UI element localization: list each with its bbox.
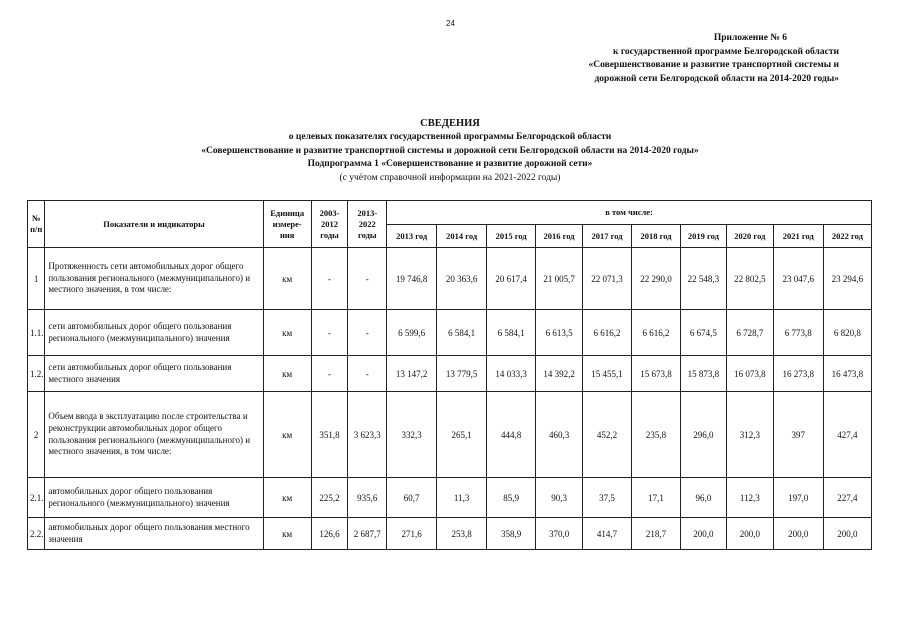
- year-value-cell: 16 273,8: [773, 356, 823, 392]
- year-value-cell: 332,3: [387, 392, 437, 478]
- col-header-including: в том числе:: [387, 201, 872, 225]
- year-value-cell: 265,1: [437, 392, 487, 478]
- year-value-cell: 414,7: [583, 518, 632, 550]
- table-row: [28, 478, 872, 518]
- year-value-cell: 17,1: [632, 478, 681, 518]
- table-row: [28, 356, 872, 392]
- year-value-cell: 253,8: [437, 518, 487, 550]
- year-value-cell: 227,4: [823, 478, 871, 518]
- table-row: [28, 518, 872, 550]
- row-number-cell: 1.2.: [28, 356, 45, 392]
- period2-value-cell: 935,6: [348, 478, 387, 518]
- unit-cell: км: [263, 478, 311, 518]
- year-value-cell: 96,0: [680, 478, 726, 518]
- appendix-line: «Совершенствование и развитие транспортной системы и: [588, 60, 839, 70]
- year-value-cell: 200,0: [773, 518, 823, 550]
- row-number-cell: 2: [28, 392, 45, 478]
- year-value-cell: 22 802,5: [726, 248, 773, 310]
- year-value-cell: 112,3: [726, 478, 773, 518]
- year-value-cell: 200,0: [680, 518, 726, 550]
- row-number-cell: 1: [28, 248, 45, 310]
- col-header-period1: 2003-2012 годы: [311, 201, 348, 248]
- year-value-cell: 13 147,2: [387, 356, 437, 392]
- col-header-indicator: Показатели и индикаторы: [45, 201, 263, 248]
- row-number-cell: 2.1.: [28, 478, 45, 518]
- table-row: [28, 248, 872, 310]
- period2-value-cell: -: [348, 310, 387, 356]
- heading-title: СВЕДЕНИЯ: [420, 118, 480, 129]
- period1-value-cell: -: [311, 356, 348, 392]
- col-header-year: 2021 год: [773, 225, 823, 248]
- col-header-year: 2014 год: [437, 225, 487, 248]
- year-value-cell: 19 746,8: [387, 248, 437, 310]
- row-number-cell: 2.2.: [28, 518, 45, 550]
- year-value-cell: 296,0: [680, 392, 726, 478]
- page-number: 24: [446, 19, 455, 28]
- period2-value-cell: -: [348, 248, 387, 310]
- year-value-cell: 13 779,5: [437, 356, 487, 392]
- col-header-year: 2013 год: [387, 225, 437, 248]
- col-header-year: 2017 год: [583, 225, 632, 248]
- unit-cell: км: [263, 310, 311, 356]
- heading-line: о целевых показателях государственной программы Белгородской области: [288, 131, 612, 142]
- col-header-unit: Единица измере-ния: [263, 201, 311, 248]
- year-value-cell: 6 584,1: [487, 310, 536, 356]
- col-header-period2: 2013-2022 годы: [348, 201, 387, 248]
- year-value-cell: 312,3: [726, 392, 773, 478]
- col-header-year: 2016 год: [536, 225, 583, 248]
- period1-value-cell: 351,8: [311, 392, 348, 478]
- year-value-cell: 22 071,3: [583, 248, 632, 310]
- year-value-cell: 90,3: [536, 478, 583, 518]
- period2-value-cell: -: [348, 356, 387, 392]
- year-value-cell: 14 392,2: [536, 356, 583, 392]
- table-row: [28, 310, 872, 356]
- year-value-cell: 60,7: [387, 478, 437, 518]
- appendix-caption: [519, 32, 839, 86]
- year-value-cell: 427,4: [823, 392, 871, 478]
- year-value-cell: 444,8: [487, 392, 536, 478]
- period2-value-cell: 3 623,3: [348, 392, 387, 478]
- year-value-cell: 22 290,0: [632, 248, 681, 310]
- year-value-cell: 197,0: [773, 478, 823, 518]
- period1-value-cell: 225,2: [311, 478, 348, 518]
- heading-line: Подпрограмма 1 «Совершенствование и развитие дорожной сети»: [307, 159, 593, 170]
- period1-value-cell: -: [311, 248, 348, 310]
- year-value-cell: 15 873,8: [680, 356, 726, 392]
- year-value-cell: 85,9: [487, 478, 536, 518]
- indicator-name-cell: Объем ввода в эксплуатацию после строительства и реконструкции автомобильных дорог общего пользования регионального (межмуниципального) и местного значения, в том числе:: [45, 392, 263, 478]
- year-value-cell: 20 617,4: [487, 248, 536, 310]
- year-value-cell: 6 613,5: [536, 310, 583, 356]
- unit-cell: км: [263, 518, 311, 550]
- year-value-cell: 397: [773, 392, 823, 478]
- appendix-line: к государственной программе Белгородской области: [612, 46, 839, 57]
- year-value-cell: 14 033,3: [487, 356, 536, 392]
- unit-cell: км: [263, 248, 311, 310]
- col-header-num: № п/п: [28, 201, 45, 248]
- indicators-table: [27, 200, 872, 550]
- col-header-year: 2015 год: [487, 225, 536, 248]
- period2-value-cell: 2 687,7: [348, 518, 387, 550]
- year-value-cell: 6 616,2: [583, 310, 632, 356]
- unit-cell: км: [263, 356, 311, 392]
- year-value-cell: 20 363,6: [437, 248, 487, 310]
- document-heading: [120, 117, 780, 186]
- header-row: [28, 201, 872, 225]
- unit-cell: км: [263, 392, 311, 478]
- col-header-year: 2022 год: [823, 225, 871, 248]
- appendix-line: Приложение № 6: [713, 33, 787, 43]
- year-value-cell: 6 773,8: [773, 310, 823, 356]
- year-value-cell: 6 584,1: [437, 310, 487, 356]
- year-value-cell: 200,0: [823, 518, 871, 550]
- indicator-name-cell: автомобильных дорог общего пользования регионального (межмуниципального) значения: [45, 478, 263, 518]
- col-header-year: 2018 год: [632, 225, 681, 248]
- year-value-cell: 235,8: [632, 392, 681, 478]
- year-value-cell: 16 473,8: [823, 356, 871, 392]
- col-header-year: 2020 год: [726, 225, 773, 248]
- indicator-name-cell: Протяженность сети автомобильных дорог общего пользования регионального (межмуниципального) и местного значения, в том числе:: [45, 248, 263, 310]
- year-value-cell: 37,5: [583, 478, 632, 518]
- year-value-cell: 6 599,6: [387, 310, 437, 356]
- period1-value-cell: 126,6: [311, 518, 348, 550]
- year-value-cell: 218,7: [632, 518, 681, 550]
- year-value-cell: 6 728,7: [726, 310, 773, 356]
- table-row: [28, 392, 872, 478]
- year-value-cell: 21 005,7: [536, 248, 583, 310]
- year-value-cell: 460,3: [536, 392, 583, 478]
- heading-note: (с учётом справочной информации на 2021-2022 годы): [339, 173, 561, 184]
- year-value-cell: 6 616,2: [632, 310, 681, 356]
- heading-line: «Совершенствование и развитие транспортной системы и дорожной сети Белгородской области на 2014-2020 годы»: [201, 145, 699, 156]
- year-value-cell: 271,6: [387, 518, 437, 550]
- year-value-cell: 23 047,6: [773, 248, 823, 310]
- year-value-cell: 23 294,6: [823, 248, 871, 310]
- year-value-cell: 452,2: [583, 392, 632, 478]
- appendix-line: дорожной сети Белгородской области на 2014-2020 годы»: [594, 73, 839, 84]
- year-value-cell: 370,0: [536, 518, 583, 550]
- year-value-cell: 6 674,5: [680, 310, 726, 356]
- year-value-cell: 200,0: [726, 518, 773, 550]
- year-value-cell: 358,9: [487, 518, 536, 550]
- col-header-year: 2019 год: [680, 225, 726, 248]
- year-value-cell: 22 548,3: [680, 248, 726, 310]
- period1-value-cell: -: [311, 310, 348, 356]
- indicator-name-cell: сети автомобильных дорог общего пользования регионального (межмуниципального) значения: [45, 310, 263, 356]
- year-value-cell: 6 820,8: [823, 310, 871, 356]
- indicator-name-cell: сети автомобильных дорог общего пользования местного значения: [45, 356, 263, 392]
- year-value-cell: 15 673,8: [632, 356, 681, 392]
- indicator-name-cell: автомобильных дорог общего пользования местного значения: [45, 518, 263, 550]
- year-value-cell: 11,3: [437, 478, 487, 518]
- year-value-cell: 15 455,1: [583, 356, 632, 392]
- year-value-cell: 16 073,8: [726, 356, 773, 392]
- row-number-cell: 1.1.: [28, 310, 45, 356]
